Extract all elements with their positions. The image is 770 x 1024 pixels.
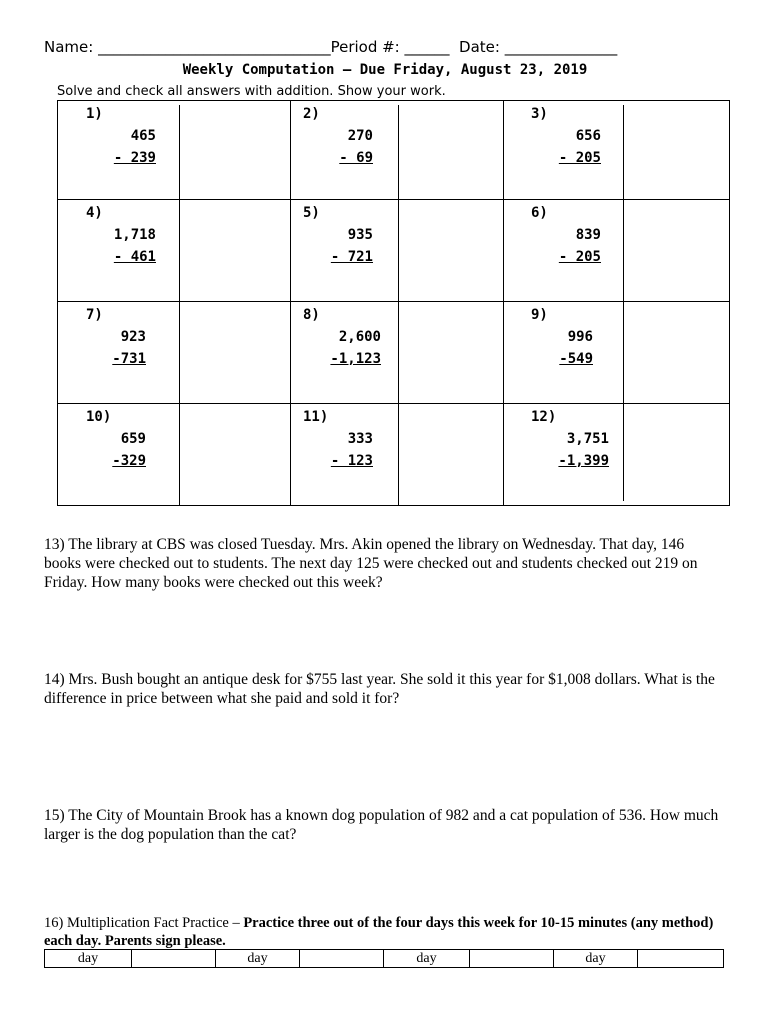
problem-item <box>86 406 146 472</box>
problem-number: 1) <box>86 106 103 122</box>
header-name-period-date: Name: _______________________________Period #: ______ Date: _______________ <box>44 38 618 56</box>
problem-number: 2) <box>303 106 320 122</box>
problem-subtrahend: - 205 <box>558 249 601 265</box>
problem-minuend: 996 <box>567 329 593 345</box>
word-problem-16 <box>44 914 724 950</box>
instructions: Solve and check all answers with addition. Show your work. <box>57 84 446 99</box>
signature-cell[interactable] <box>638 950 723 967</box>
work-divider-line <box>179 105 180 505</box>
day-cell[interactable]: day <box>384 950 470 967</box>
signature-cell[interactable] <box>470 950 554 967</box>
column-divider-line <box>503 101 504 505</box>
word-problem-13: 13) The library at CBS was closed Tuesday. Mrs. Akin opened the library on Wednesday. That day, 146 books were checked out to students. The next day 125 were checked out and students checked out 219 on Friday. How many books were checked out this week? <box>44 536 698 591</box>
problem-number: 3) <box>531 106 548 122</box>
word-problem-14: 14) Mrs. Bush bought an antique desk for $755 last year. She sold it this year for $1,008 dollars. What is the difference in price between what she paid and sold it for? <box>44 671 715 707</box>
problem-item <box>303 103 373 169</box>
problem-minuend: 3,751 <box>566 431 609 447</box>
problem-subtrahend: -1,123 <box>330 351 381 367</box>
parent-signature-table <box>44 949 724 968</box>
row-divider-line <box>58 301 729 302</box>
row-divider-line <box>58 199 729 200</box>
problem-subtrahend: -549 <box>559 351 593 367</box>
problem-item <box>303 202 373 268</box>
problem-item <box>303 304 381 370</box>
problem-grid <box>57 100 730 506</box>
problem-minuend: 839 <box>575 227 601 243</box>
day-cell[interactable]: day <box>45 950 132 967</box>
problem-subtrahend: -1,399 <box>558 453 609 469</box>
column-divider-line <box>290 101 291 505</box>
problem-number: 6) <box>531 205 548 221</box>
problem-minuend: 333 <box>347 431 373 447</box>
problem-number: 7) <box>86 307 103 323</box>
problem-minuend: 935 <box>347 227 373 243</box>
problem-item <box>86 304 146 370</box>
problem-subtrahend: - 69 <box>339 150 373 166</box>
problem-minuend: 1,718 <box>113 227 156 243</box>
signature-cell[interactable] <box>132 950 216 967</box>
problem-subtrahend: - 461 <box>113 249 156 265</box>
problem-number: 9) <box>531 307 548 323</box>
fact-practice-instructions: Practice three out of the four days this week for 10-15 minutes (any method) each day. Parents sign please. <box>44 915 714 949</box>
worksheet-title: Weekly Computation – Due Friday, August 23, 2019 <box>182 62 588 78</box>
work-divider-line <box>398 105 399 505</box>
problem-minuend: 923 <box>120 329 146 345</box>
problem-minuend: 465 <box>130 128 156 144</box>
problem-item <box>86 202 156 268</box>
day-cell[interactable]: day <box>216 950 300 967</box>
problem-item <box>531 103 601 169</box>
word-problem-15: 15) The City of Mountain Brook has a known dog population of 982 and a cat population of 536. How much larger is the dog population than the cat? <box>44 807 719 843</box>
problem-number: 10) <box>86 409 112 425</box>
problem-minuend: 659 <box>120 431 146 447</box>
problem-subtrahend: -329 <box>112 453 146 469</box>
problem-item <box>531 202 601 268</box>
row-divider-line <box>58 403 729 404</box>
problem-subtrahend: - 123 <box>330 453 373 469</box>
problem-subtrahend: - 239 <box>113 150 156 166</box>
problem-number: 8) <box>303 307 320 323</box>
problem-minuend: 270 <box>347 128 373 144</box>
fact-practice-prefix: 16) Multiplication Fact Practice – <box>44 915 244 931</box>
problem-number: 5) <box>303 205 320 221</box>
problem-subtrahend: - 205 <box>558 150 601 166</box>
problem-item <box>531 406 609 472</box>
problem-minuend: 656 <box>575 128 601 144</box>
problem-item <box>531 304 593 370</box>
problem-item <box>86 103 156 169</box>
problem-number: 11) <box>303 409 329 425</box>
signature-cell[interactable] <box>300 950 384 967</box>
problem-minuend: 2,600 <box>338 329 381 345</box>
problem-subtrahend: - 721 <box>330 249 373 265</box>
problem-number: 4) <box>86 205 103 221</box>
work-divider-line <box>623 105 624 501</box>
problem-item <box>303 406 373 472</box>
problem-subtrahend: -731 <box>112 351 146 367</box>
day-cell[interactable]: day <box>554 950 638 967</box>
problem-number: 12) <box>531 409 557 425</box>
